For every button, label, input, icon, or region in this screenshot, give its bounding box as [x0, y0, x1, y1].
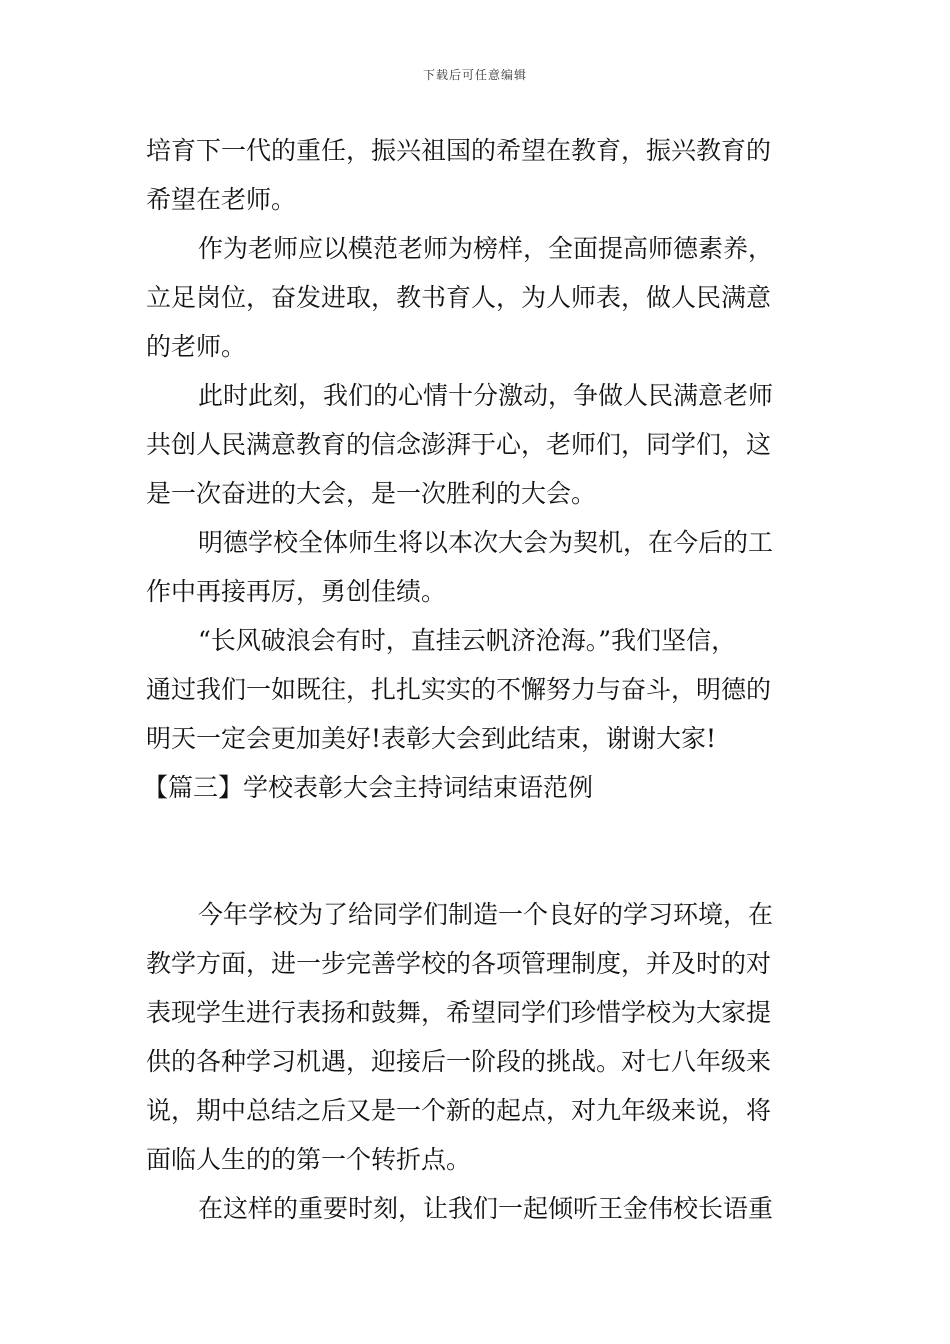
- text-line: 表现学生进行表扬和鼓舞，希望同学们珍惜学校为大家提: [146, 998, 772, 1027]
- text-line: 此时此刻，我们的心情十分激动，争做人民满意老师: [198, 381, 774, 410]
- text-line: 今年学校为了给同学们制造一个良好的学习环境，在: [198, 900, 774, 929]
- document-body: [143, 126, 806, 1233]
- text-line: 希望在老师。: [146, 185, 297, 214]
- text-line: 在这样的重要时刻，让我们一起倾听王金伟校长语重: [198, 1194, 774, 1223]
- text-line: 明德学校全体师生将以本次大会为契机，在今后的工: [198, 528, 774, 557]
- text-line: 供的各种学习机遇，迎接后一阶段的挑战。对七八年级来: [146, 1047, 772, 1076]
- text-line: 说，期中总结之后又是一个新的起点，对九年级来说，将: [146, 1096, 772, 1125]
- section-heading: 【篇三】学校表彰大会主持词结束语范例: [143, 773, 594, 802]
- text-line: 通过我们一如既往，扎扎实实的不懈努力与奋斗，明德的: [146, 675, 772, 704]
- text-line: 面临人生的的第一个转折点。: [146, 1145, 472, 1174]
- text-line: 培育下一代的重任，振兴祖国的希望在教育，振兴教育的: [146, 136, 772, 165]
- page-header: 下载后可任意编辑: [422, 68, 527, 82]
- spacer: [146, 812, 806, 890]
- text-line: 明天一定会更加美好!表彰大会到此结束，谢谢大家!: [146, 724, 717, 753]
- text-line: 是一次奋进的大会，是一次胜利的大会。: [146, 479, 597, 508]
- text-line: 作为老师应以模范老师为榜样，全面提高师德素养，: [198, 234, 774, 263]
- text-line: 作中再接再厉，勇创佳绩。: [146, 577, 447, 606]
- text-line: 的老师。: [146, 332, 247, 361]
- text-line: “长风破浪会有时，直挂云帆济沧海。”我们坚信，: [198, 626, 737, 655]
- text-line: 立足岗位，奋发进取，教书育人，为人师表，做人民满意: [146, 283, 772, 312]
- text-line: 教学方面，进一步完善学校的各项管理制度，并及时的对: [146, 949, 772, 978]
- text-line: 共创人民满意教育的信念澎湃于心，老师们，同学们，这: [146, 430, 772, 459]
